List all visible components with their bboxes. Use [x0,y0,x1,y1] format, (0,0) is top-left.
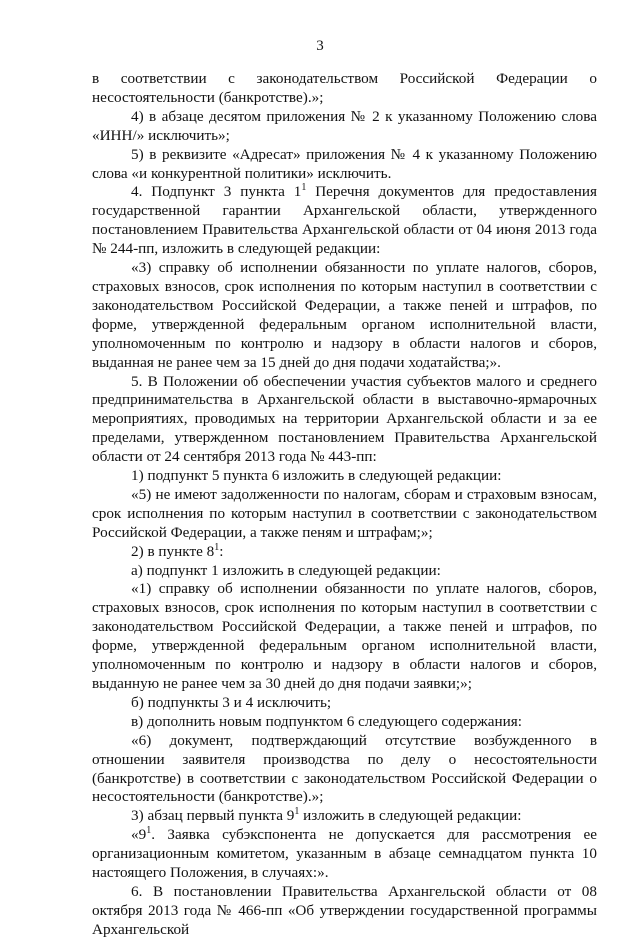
paragraph-text: изложить в следующей редакции: [299,807,522,825]
paragraph-text: 4. Подпункт 3 пункта 1 [131,183,302,201]
paragraph: «6) документ, подтверждающий отсутствие возбужденного в отношении заявителя производства по делу о несостоятельности (банкротстве) в соответствии с законодательством Российской Федерации о несостоятельности (банкротстве).»; [92,731,597,806]
superscript: 1 [214,541,220,553]
superscript: 1 [146,825,152,837]
paragraph-text: : [219,542,224,560]
paragraph [92,543,597,562]
paragraph: 1) подпункт 5 пункта 6 изложить в следующей редакции: [131,467,502,485]
paragraph: б) подпункты 3 и 4 исключить; [131,693,332,711]
paragraph-text: . Заявка субэкспонента не допускается для рассмотрения ее организационным комитетом, указанным в абзаце семнадцатом пункта 10 настоящего Положения, в случаях:». [92,826,597,882]
paragraph: «5) не имеют задолженности по налогам, сборам и страховым взносам, срок исполнения по которым наступил в соответствии с законодательством Российской Федерации, а также пеням и штрафам;»; [92,485,597,541]
paragraph: 5. В Положении об обеспечении участия субъектов малого и среднего предпринимательства в Архангельской области в выставочно-ярмарочных мероприятиях, проводимых на территории Архангельской области и за ее пределами, утвержденном постановлением Правительства Архангельской области от 24 сентября 2013 года № 443-пп: [92,372,597,466]
paragraph: 6. В постановлении Правительства Архангельской области от 08 октября 2013 года № 466-пп «Об утверждении государственной программы Архангельской [92,882,597,938]
paragraph: в) дополнить новым подпунктом 6 следующего содержания: [131,712,523,730]
paragraph [92,183,597,259]
superscript: 1 [301,182,307,194]
paragraph-text: 2) в пункте 8 [131,542,215,560]
page-number: 3 [316,38,324,54]
paragraph: «3) справку об исполнении обязанности по уплате налогов, сборов, страховых взносов, срок исполнения по которым наступил в соответствии с законодательством Российской Федерации, а также пеней и штрафов, по форме, утвержденной федеральным органом исполнительной власти, уполномоченным по контролю и надзору в области налогов и сборов, выданная не ранее чем за 15 дней до дня подачи ходатайства;». [92,259,597,371]
paragraph: 5) в реквизите «Адресат» приложения № 4 к указанному Положению слова «и конкурентной политики» исключить. [92,145,597,182]
paragraph [92,807,597,826]
paragraph: а) подпункт 1 изложить в следующей редакции: [131,561,441,579]
paragraph-text: Перечня документов для предоставления государственной гарантии Архангельской области, утвержденного постановлением Правительства Архангельской области от 04 июня 2013 года № 244-пп, изложить в следующей редакции: [92,183,597,258]
paragraph-text: 3) абзац первый пункта 9 [131,807,295,825]
superscript: 1 [294,806,300,818]
paragraph: в соответствии с законодательством Российской Федерации о несостоятельности (банкротстве).»; [92,70,597,106]
document-body [92,70,597,940]
paragraph [92,826,597,883]
paragraph-text: «9 [131,826,147,844]
paragraph: «1) справку об исполнении обязанности по уплате налогов, сборов, страховых взносов, срок исполнения по которым наступил в соответствии с законодательством Российской Федерации, а также пеней и штрафов, по форме, утвержденной федеральным органом исполнительной власти, уполномоченным по контролю и надзору в области налогов и сборов, выданную не ранее чем за 30 дней до дня подачи заявки;»; [92,580,597,692]
paragraph: 4) в абзаце десятом приложения № 2 к указанному Положению слова «ИНН/» исключить»; [92,107,597,144]
